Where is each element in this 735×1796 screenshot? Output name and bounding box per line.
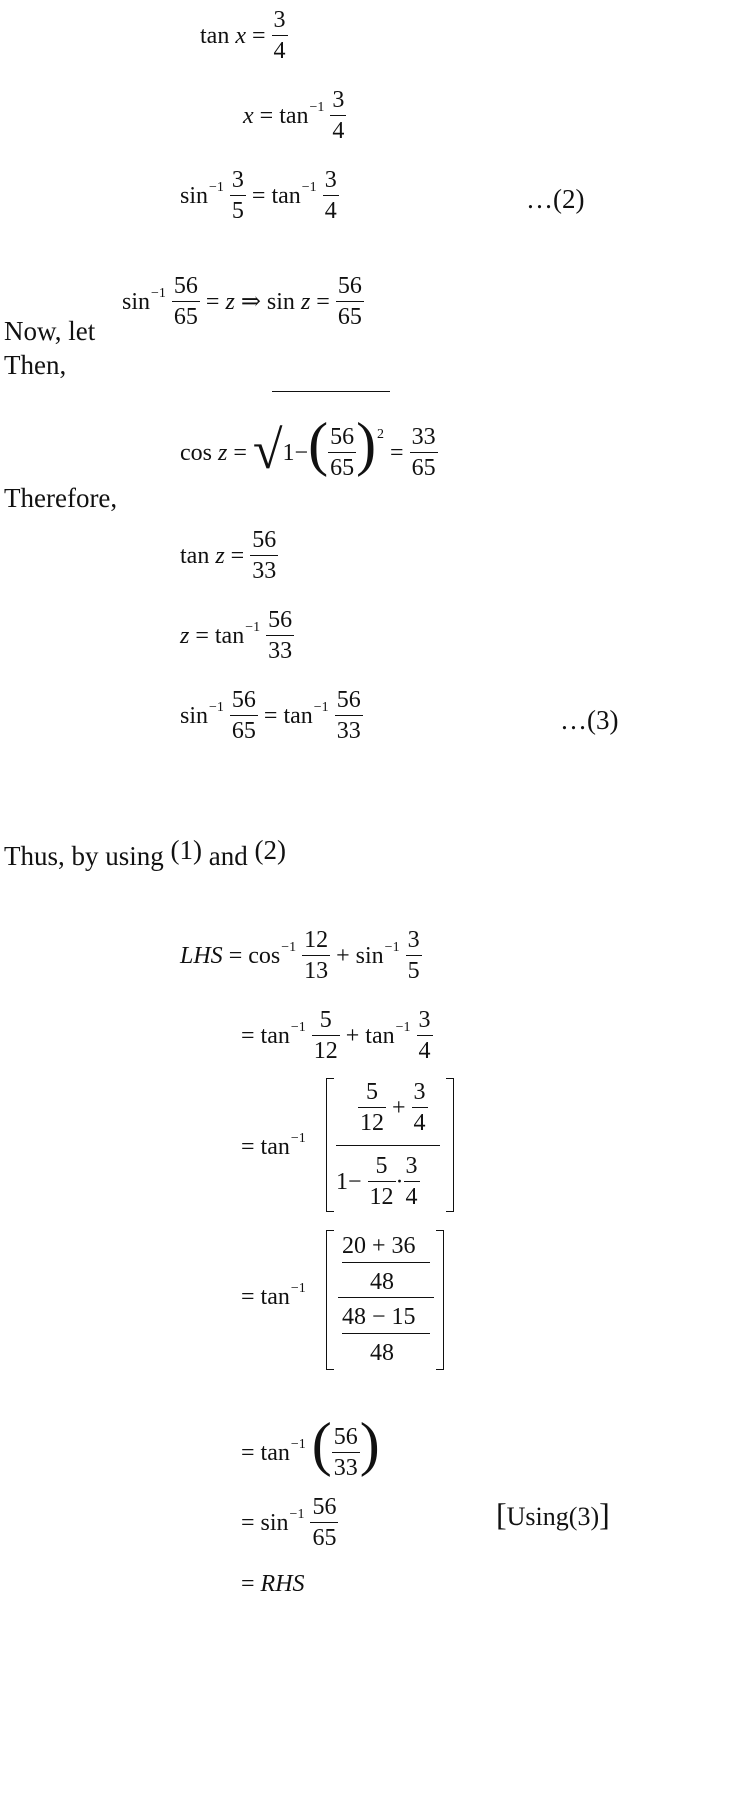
eq-step-6: = $\sin^{-1}$ $\frac{56}{65}$ [241, 1494, 337, 1551]
fraction: $\frac{3}{4}$ [332, 87, 345, 144]
fraction: $\frac{56}{65}$ [312, 1494, 337, 1551]
fraction: $\frac{56}{65}$ [337, 273, 362, 330]
inner-bar-2 [342, 1333, 430, 1334]
using-3-annotation: [Using(3)] [496, 1496, 610, 1532]
eq-lhs: LHS = $\cos^{-1}$ $\frac{12}{13}$ + $\sin^{-1}$ $\frac{3}{5}$ [180, 927, 420, 984]
eq-rhs: = RHS [241, 1571, 305, 1597]
nested-low: 48 − 15 [342, 1304, 416, 1330]
fraction: $\frac{3}{5}$ [231, 167, 244, 224]
fraction: $\frac{3}{4}$ [418, 1007, 431, 1064]
eq-x-arctan: $x = \tan^{-1}$ $\frac{3}{4}$ [243, 87, 345, 144]
fraction: $\frac{56}{33}$ [268, 607, 293, 664]
fraction: $\frac{56}{33}$ [336, 687, 361, 744]
sqrt-sign: √ [252, 420, 283, 480]
nested-mid: 48 [370, 1269, 394, 1295]
right-bracket [436, 1230, 444, 1370]
eq-arcsin-arctan-3: $\sin^{-1}$ $\frac{56}{65}$ = $\tan^{-1}$ $\frac{56}{33}$ [180, 687, 361, 744]
fraction: $\frac{3}{4}$ [273, 7, 286, 64]
eq-step-2: = $\tan^{-1}$ $\frac{5}{12}$ + $\tan^{-1}$ $\frac{3}{4}$ [241, 1007, 431, 1064]
eq-z-arctan: $z = \tan^{-1}$ $\frac{56}{33}$ [180, 607, 293, 664]
right-bracket [446, 1078, 454, 1212]
equation-tag-3: …(3) [560, 705, 619, 735]
eq-cos-z: cos z = √1−( $\frac{56}{65}$ )$^2$ = $\frac{33}{65}$ [180, 411, 436, 481]
compound-numerator: $\frac{5}{12}$ + $\frac{3}{4}$ [360, 1079, 426, 1136]
fraction: $\frac{12}{13}$ [304, 927, 329, 984]
fraction: $\frac{56}{65}$ [231, 687, 256, 744]
text-therefore: Therefore, [4, 483, 118, 513]
compound-denominator: 1− $\frac{5}{12}$ · $\frac{3}{4}$ [336, 1153, 418, 1210]
nested-top: 20 + 36 [342, 1233, 416, 1259]
main-fraction-bar [338, 1297, 434, 1298]
fraction: $\frac{56}{33}$ [333, 1423, 358, 1481]
fraction: $\frac{56}{65}$ [330, 423, 355, 481]
eq-let-z: $\sin^{-1}$ $\frac{56}{65}$ = z ⇒ sin z = $\frac{56}{65}$ [122, 273, 362, 330]
left-bracket [326, 1078, 334, 1212]
fraction: $\frac{3}{4}$ [324, 167, 337, 224]
equation-tag-2: …(2) [526, 184, 585, 214]
inner-bar-1 [342, 1262, 430, 1263]
eq-tan-x: tan x = $\frac{3}{4}$ [200, 7, 286, 64]
main-fraction-bar [336, 1145, 440, 1146]
left-bracket [326, 1230, 334, 1370]
text-thus: Thus, by using (1) and (2) [4, 835, 286, 871]
fraction: $\frac{56}{33}$ [252, 527, 277, 584]
text-then: Then, [4, 350, 67, 380]
fraction: $\frac{3}{5}$ [407, 927, 420, 984]
text-now-let: Now, let [4, 316, 96, 346]
fraction: $\frac{33}{65}$ [411, 423, 436, 481]
sqrt-vinculum [272, 391, 390, 392]
fraction: $\frac{5}{12}$ [313, 1007, 338, 1064]
eq-tan-z: tan z = $\frac{56}{33}$ [180, 527, 277, 584]
eq-step-3-prefix: = $\tan^{-1}$ [241, 1131, 306, 1160]
nested-bot: 48 [370, 1340, 394, 1366]
eq-arcsin-arctan-2: $\sin^{-1}$ $\frac{3}{5}$ = $\tan^{-1}$ $\frac{3}{4}$ [180, 167, 337, 224]
fraction: $\frac{56}{65}$ [173, 273, 198, 330]
eq-step-4-prefix: = $\tan^{-1}$ [241, 1281, 306, 1310]
eq-step-5: = $\tan^{-1}$ ( $\frac{56}{33}$ ) [241, 1411, 380, 1481]
